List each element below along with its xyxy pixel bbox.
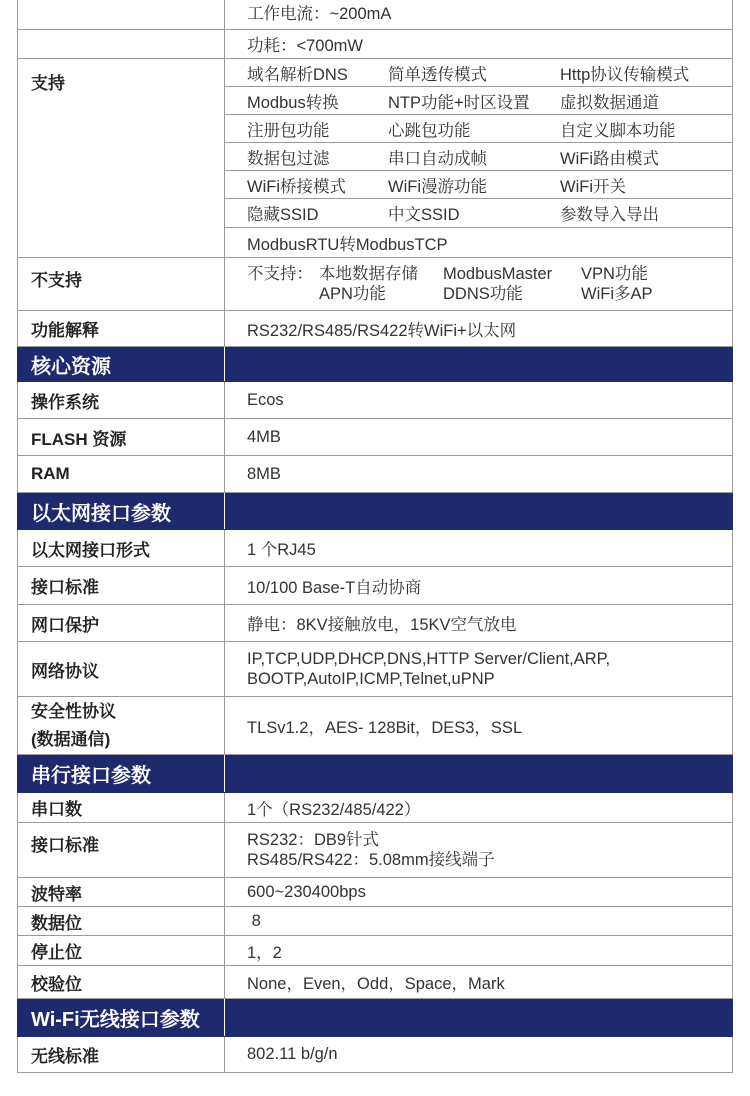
support-item: NTP功能+时区设置: [388, 93, 530, 112]
row-value: 1，2: [247, 943, 282, 962]
row-label: 串口数: [18, 793, 225, 822]
operating-current-value: 工作电流：~200mA: [247, 5, 392, 23]
row-label: 数据位: [18, 907, 225, 935]
section-title: 以太网接口参数: [18, 493, 225, 529]
support-item: WiFi桥接模式: [247, 177, 346, 196]
protocol-line: BOOTP,AutoIP,ICMP,Telnet,uPNP: [247, 670, 495, 688]
support-item: 心跳包功能: [388, 121, 471, 140]
support-grid-row: [225, 171, 732, 199]
support-item: ModbusRTU转ModbusTCP: [247, 235, 448, 254]
spec-row: [17, 823, 733, 878]
support-item: 数据包过滤: [247, 149, 330, 168]
support-item: 隐藏SSID: [247, 206, 319, 224]
unsupported-item: DDNS功能: [443, 285, 523, 303]
spec-row: [17, 530, 733, 567]
spec-row: [17, 878, 733, 907]
row-label: 波特率: [18, 878, 225, 906]
spec-row: [17, 456, 733, 493]
row-value: 1个（RS232/485/422）: [247, 800, 421, 819]
spec-row: [17, 966, 733, 999]
row-label: 无线标准: [18, 1037, 225, 1072]
row-value: [225, 642, 732, 696]
spec-row: [17, 567, 733, 605]
support-item: 注册包功能: [247, 121, 330, 140]
support-grid-row: [225, 143, 732, 171]
row-value: 8MB: [247, 464, 281, 483]
spec-row: [17, 419, 733, 456]
support-item: WiFi漫游功能: [388, 177, 487, 196]
support-item: WiFi开关: [560, 177, 626, 196]
unsupported-item: APN功能: [319, 285, 386, 303]
section-header-ethernet: [17, 493, 733, 530]
row-label: 网络协议: [18, 642, 225, 696]
standard-line: RS485/RS422：5.08mm接线端子: [247, 851, 495, 869]
support-grid-row: [225, 199, 732, 228]
support-label: 支持: [18, 59, 225, 257]
row-label: 操作系统: [18, 382, 225, 418]
spec-row: [17, 1037, 733, 1073]
row-value: 1 个RJ45: [247, 541, 316, 559]
spec-row: [17, 30, 733, 59]
row-value: 600~230400bps: [247, 882, 366, 901]
row-label: [18, 697, 225, 754]
unsupported-row: [17, 258, 733, 311]
support-grid-row: [225, 228, 732, 257]
row-value: TLSv1.2，AES- 128Bit，DES3，SSL: [247, 718, 523, 737]
spec-row: [17, 642, 733, 697]
section-header-core: [17, 347, 733, 382]
row-value: None，Even，Odd，Space，Mark: [247, 975, 505, 993]
support-item: 参数导入导出: [560, 206, 659, 224]
row-value: 802.11 b/g/n: [247, 1045, 338, 1063]
row-label: RAM: [18, 456, 225, 492]
row-value: Ecos: [247, 390, 284, 409]
section-title: Wi-Fi无线接口参数: [18, 999, 225, 1036]
row-label: 接口标准: [18, 823, 225, 877]
unsupported-value: [225, 258, 732, 310]
row-label: 接口标准: [18, 567, 225, 604]
power-value: 功耗：<700mW: [247, 37, 363, 55]
row-value: 8: [247, 911, 261, 930]
row-label: FLASH 资源: [18, 419, 225, 455]
support-row: [17, 59, 733, 258]
support-item: WiFi路由模式: [560, 149, 659, 168]
row-label: 网口保护: [18, 605, 225, 641]
row-label: 以太网接口形式: [18, 530, 225, 566]
support-item: 域名解析DNS: [247, 65, 348, 84]
section-header-wifi: [17, 999, 733, 1037]
unsupported-item: VPN功能: [581, 265, 648, 283]
support-item: 自定义脚本功能: [560, 121, 676, 140]
spec-row: [17, 382, 733, 419]
row-value: 4MB: [247, 427, 281, 446]
support-item: Modbus转换: [247, 93, 339, 112]
support-grid-row: [225, 59, 732, 87]
standard-line: RS232：DB9针式: [247, 831, 380, 849]
spec-row: [17, 936, 733, 966]
function-value: RS232/RS485/RS422转WiFi+以太网: [247, 321, 517, 340]
spec-row: [17, 605, 733, 642]
row-label: [18, 0, 225, 29]
spec-row: [17, 697, 733, 755]
security-label: 安全性协议: [31, 701, 116, 721]
support-item: 串口自动成帧: [388, 149, 487, 168]
row-label: 校验位: [18, 966, 225, 998]
support-grid-row: [225, 115, 732, 143]
row-label: [18, 30, 225, 58]
spec-row: [17, 793, 733, 823]
spec-row: [17, 907, 733, 936]
spec-table: [17, 0, 733, 1073]
spec-row: [17, 0, 733, 30]
security-sublabel: (数据通信): [31, 729, 111, 749]
unsupported-item: WiFi多AP: [581, 285, 653, 303]
function-row: [17, 311, 733, 347]
section-title: 串行接口参数: [18, 755, 225, 792]
support-item: 虚拟数据通道: [560, 93, 659, 112]
support-grid: [225, 59, 732, 257]
protocol-line: IP,TCP,UDP,DHCP,DNS,HTTP Server/Client,ARP,: [247, 650, 611, 668]
unsupported-item: ModbusMaster: [443, 265, 553, 283]
unsupported-prefix: 不支持：: [247, 265, 313, 283]
support-item: 中文SSID: [388, 206, 460, 224]
support-item: 简单透传模式: [388, 65, 487, 84]
section-header-serial: [17, 755, 733, 793]
row-label: 停止位: [18, 936, 225, 965]
support-grid-row: [225, 87, 732, 115]
support-item: Http协议传输模式: [560, 65, 690, 84]
unsupported-label: 不支持: [18, 258, 225, 310]
row-value: 静电：8KV接触放电，15KV空气放电: [247, 616, 517, 634]
unsupported-item: 本地数据存储: [319, 265, 418, 283]
row-value: 10/100 Base-T自动协商: [247, 578, 422, 597]
section-title: 核心资源: [18, 347, 225, 381]
row-value: [225, 823, 732, 877]
function-label: 功能解释: [18, 311, 225, 346]
